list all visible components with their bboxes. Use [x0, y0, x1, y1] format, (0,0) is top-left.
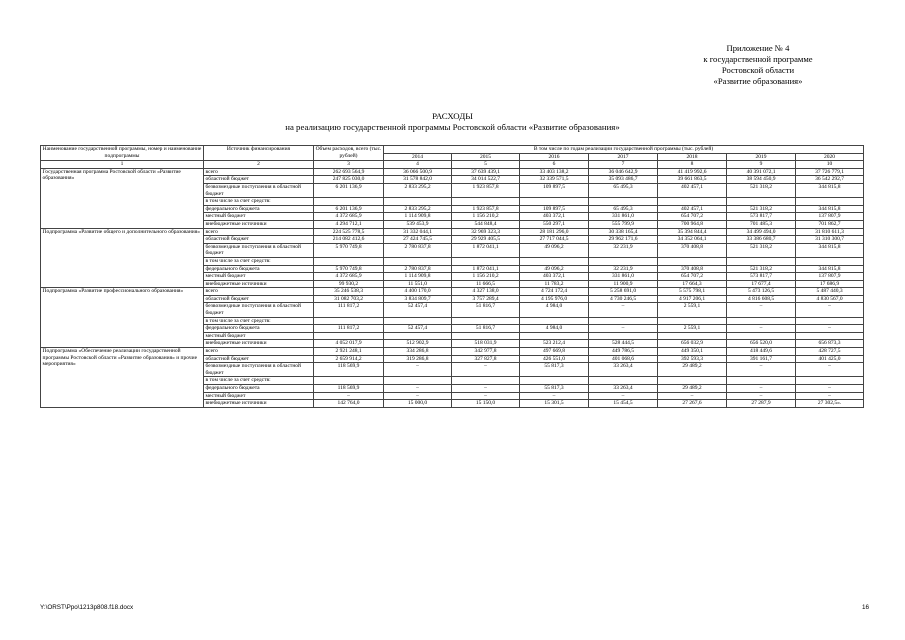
year-value-cell: 15 454,5	[589, 400, 658, 408]
year-value-cell: 544 848,4	[452, 220, 520, 228]
year-value-cell: 4 400 170,0	[384, 288, 452, 296]
header-name-cell: Наименование государственной программы, номер и наименование подпрограммы	[41, 146, 204, 161]
year-value-cell	[658, 332, 727, 340]
year-value-cell: 27 302,5».	[796, 400, 864, 408]
funding-source-cell: внебюджетные источники	[204, 340, 314, 348]
header-source-cell: Источник финансирования	[204, 146, 314, 161]
funding-source-cell: федерального бюджета	[204, 385, 314, 393]
year-value-cell: –	[658, 392, 727, 400]
year-value-cell: 33 403 138,2	[520, 168, 589, 176]
header-column-number-cell: 7	[589, 161, 658, 169]
total-value-cell: 111 817,2	[314, 303, 384, 317]
year-value-cell	[589, 332, 658, 340]
table-row	[41, 288, 864, 296]
year-value-cell: 55 817,3	[520, 363, 589, 377]
total-value-cell	[314, 257, 384, 265]
header-column-number-cell: 4	[384, 161, 452, 169]
year-value-cell: 344 815,8	[796, 205, 864, 213]
year-value-cell	[589, 377, 658, 385]
year-value-cell: 331 861,0	[589, 213, 658, 221]
appendix-line: «Развитие образования»	[713, 76, 803, 86]
year-value-cell: 497 669,8	[520, 348, 589, 356]
header-column-number-cell: 1	[41, 161, 204, 169]
year-value-cell: –	[589, 303, 658, 317]
year-value-cell: 521 318,2	[727, 243, 796, 257]
year-value-cell: 33 263,4	[589, 385, 658, 393]
funding-source-cell: всего	[204, 228, 314, 236]
total-value-cell: 5 970 749,8	[314, 243, 384, 257]
year-value-cell: –	[796, 385, 864, 393]
year-value-cell: 109 897,5	[520, 183, 589, 197]
year-value-cell: 37 639 439,1	[452, 168, 520, 176]
year-value-cell: 31 310 300,7	[796, 236, 864, 244]
year-value-cell: 11 666,5	[452, 280, 520, 288]
header-column-number-cell: 10	[796, 161, 864, 169]
year-value-cell: 331 861,0	[589, 273, 658, 281]
funding-source-cell: в том числе за счет средств:	[204, 257, 314, 265]
funding-source-cell: местный бюджет	[204, 392, 314, 400]
year-value-cell: 49 096,2	[520, 243, 589, 257]
year-value-cell	[796, 332, 864, 340]
total-value-cell: 118 569,9	[314, 385, 384, 393]
year-value-cell: 402 457,1	[658, 205, 727, 213]
year-value-cell	[658, 377, 727, 385]
year-value-cell	[452, 332, 520, 340]
funding-source-cell: в том числе за счет средств:	[204, 317, 314, 325]
total-value-cell: 5 970 749,8	[314, 265, 384, 273]
header-column-number-cell: 6	[520, 161, 589, 169]
funding-source-cell: в том числе за счет средств:	[204, 198, 314, 206]
year-value-cell: –	[589, 325, 658, 333]
year-value-cell: 1 114 909,8	[384, 273, 452, 281]
funding-source-cell: внебюджетные источники	[204, 220, 314, 228]
funding-source-cell: федерального бюджета	[204, 205, 314, 213]
year-value-cell: 30 338 165,4	[589, 228, 658, 236]
table-row	[41, 168, 864, 176]
year-value-cell: 1 156 210,2	[452, 273, 520, 281]
year-value-cell	[727, 317, 796, 325]
year-value-cell: 33 263,4	[589, 363, 658, 377]
year-value-cell: –	[384, 392, 452, 400]
funding-source-cell: областной бюджет	[204, 176, 314, 184]
year-value-cell: 1 923 857,8	[452, 183, 520, 197]
year-value-cell: –	[796, 325, 864, 333]
year-value-cell: 700 964,8	[658, 220, 727, 228]
year-value-cell: 573 817,7	[727, 273, 796, 281]
year-value-cell: 1 872 041,1	[452, 243, 520, 257]
year-value-cell: 4 195 976,0	[520, 295, 589, 303]
year-value-cell	[589, 198, 658, 206]
year-value-cell: –	[796, 363, 864, 377]
year-value-cell	[520, 257, 589, 265]
total-value-cell: 6 201 136,9	[314, 205, 384, 213]
year-value-cell	[589, 257, 658, 265]
year-value-cell: 15 000,0	[384, 400, 452, 408]
year-value-cell: 654 707,2	[658, 273, 727, 281]
year-value-cell: 555 799,9	[589, 220, 658, 228]
funding-source-cell: всего	[204, 168, 314, 176]
year-value-cell	[452, 317, 520, 325]
header-year-cell: 2019	[727, 153, 796, 161]
budget-table	[40, 145, 864, 408]
year-value-cell: 137 807,9	[796, 213, 864, 221]
header-year-cell: 2016	[520, 153, 589, 161]
year-value-cell: 17 686,9	[796, 280, 864, 288]
total-value-cell: 4 052 017,9	[314, 340, 384, 348]
document-title	[0, 111, 905, 133]
year-value-cell: 391 161,7	[727, 355, 796, 363]
total-value-cell: 224 525 778,5	[314, 228, 384, 236]
funding-source-cell: безвозмездные поступления в областной бюджет	[204, 303, 314, 317]
year-value-cell: 518 031,9	[452, 340, 520, 348]
year-value-cell: 15 150,0	[452, 400, 520, 408]
year-value-cell: 11 783,2	[520, 280, 589, 288]
year-value-cell: 1 156 210,2	[452, 213, 520, 221]
year-value-cell	[452, 377, 520, 385]
year-value-cell	[796, 317, 864, 325]
header-column-number-cell: 9	[727, 161, 796, 169]
year-value-cell: 32 231,9	[589, 265, 658, 273]
year-value-cell: 656 873,3	[796, 340, 864, 348]
year-value-cell	[384, 257, 452, 265]
year-value-cell	[384, 198, 452, 206]
year-value-cell: 32 339 571,5	[520, 176, 589, 184]
header-year-cell: 2015	[452, 153, 520, 161]
year-value-cell: 5 473 126,5	[727, 288, 796, 296]
year-value-cell: 403 372,1	[520, 273, 589, 281]
year-value-cell: 55 817,3	[520, 385, 589, 393]
appendix-line: к государственной программе	[703, 54, 813, 64]
header-year-cell: 2014	[384, 153, 452, 161]
year-value-cell: 65 495,3	[589, 183, 658, 197]
year-value-cell: –	[727, 392, 796, 400]
funding-source-cell: областной бюджет	[204, 236, 314, 244]
year-value-cell	[658, 257, 727, 265]
year-value-cell: 449 350,1	[658, 348, 727, 356]
year-value-cell: –	[384, 385, 452, 393]
year-value-cell: 31 332 044,1	[384, 228, 452, 236]
funding-source-cell: местный бюджет	[204, 273, 314, 281]
year-value-cell: 52 457,4	[384, 325, 452, 333]
year-value-cell: 2 559,1	[658, 325, 727, 333]
year-value-cell: 15 301,5	[520, 400, 589, 408]
year-value-cell: 402 457,1	[658, 183, 727, 197]
header-column-number-cell: 8	[658, 161, 727, 169]
funding-source-cell: федерального бюджета	[204, 325, 314, 333]
total-value-cell	[314, 332, 384, 340]
program-name-cell: Государственная программа Ростовской области «Развитие образования»	[41, 168, 204, 228]
funding-source-cell: всего	[204, 348, 314, 356]
year-value-cell: 449 786,5	[589, 348, 658, 356]
year-value-cell: 701 862,7	[796, 220, 864, 228]
year-value-cell: 573 817,7	[727, 213, 796, 221]
header-row	[41, 146, 864, 154]
year-value-cell	[384, 317, 452, 325]
funding-source-cell: местный бюджет	[204, 213, 314, 221]
year-value-cell: 370 408,8	[658, 265, 727, 273]
year-value-cell: –	[796, 303, 864, 317]
year-value-cell: 34 499 494,0	[727, 228, 796, 236]
year-value-cell	[727, 332, 796, 340]
year-value-cell: 1 923 857,8	[452, 205, 520, 213]
year-value-cell: –	[727, 385, 796, 393]
appendix-line: Ростовской области	[721, 65, 795, 75]
year-value-cell: 5 487 440,3	[796, 288, 864, 296]
year-value-cell: 2 833 295,2	[384, 183, 452, 197]
year-value-cell: 36 542 292,7	[796, 176, 864, 184]
year-value-cell: 38 594 450,9	[727, 176, 796, 184]
year-value-cell: 41 419 992,6	[658, 168, 727, 176]
total-value-cell: 2 659 914,2	[314, 355, 384, 363]
appendix-block	[673, 43, 843, 87]
year-value-cell: 11 900,9	[589, 280, 658, 288]
year-value-cell	[658, 317, 727, 325]
year-value-cell: 2 780 837,8	[384, 243, 452, 257]
year-value-cell: 370 408,8	[658, 243, 727, 257]
year-value-cell: 34 014 522,7	[452, 176, 520, 184]
total-value-cell: 118 569,9	[314, 363, 384, 377]
year-value-cell: 5 575 798,1	[658, 288, 727, 296]
title-subheading: на реализацию государственной программы Ростовской области «Развитие образования»	[285, 122, 620, 132]
year-value-cell: 4 984,0	[520, 303, 589, 317]
total-value-cell: 111 817,2	[314, 325, 384, 333]
total-value-cell: 214 082 412,6	[314, 236, 384, 244]
total-value-cell: 142 764,0	[314, 400, 384, 408]
year-value-cell: 51 816,7	[452, 325, 520, 333]
header-total-cell: Объем расходов, всего (тыс. рублей)	[314, 146, 384, 161]
footer-page-number: 16	[861, 604, 869, 611]
title-heading: РАСХОДЫ	[432, 111, 473, 121]
year-value-cell: 521 318,2	[727, 183, 796, 197]
year-value-cell: 27 424 745,5	[384, 236, 452, 244]
total-value-cell: 31 082 703,2	[314, 295, 384, 303]
year-value-cell: 344 815,8	[796, 183, 864, 197]
year-value-cell: –	[727, 363, 796, 377]
program-name-cell: Подпрограмма «Развитие профессионального образования»	[41, 288, 204, 348]
total-value-cell: –	[314, 392, 384, 400]
year-value-cell	[520, 332, 589, 340]
year-value-cell: 2 833 295,2	[384, 205, 452, 213]
appendix-line: Приложение № 4	[726, 43, 790, 53]
year-value-cell: –	[452, 385, 520, 393]
total-value-cell: 6 201 136,9	[314, 183, 384, 197]
year-value-cell: 5 258 691,0	[589, 288, 658, 296]
year-value-cell: 33 386 680,7	[727, 236, 796, 244]
year-value-cell	[796, 377, 864, 385]
year-value-cell: 654 707,2	[658, 213, 727, 221]
year-value-cell	[796, 257, 864, 265]
funding-source-cell: внебюджетные источники	[204, 280, 314, 288]
year-value-cell: 17 664,3	[658, 280, 727, 288]
year-value-cell: –	[727, 303, 796, 317]
year-value-cell: –	[589, 392, 658, 400]
year-value-cell	[452, 198, 520, 206]
year-value-cell: 521 318,2	[727, 265, 796, 273]
year-value-cell: –	[452, 392, 520, 400]
year-value-cell: 34 352 064,1	[658, 236, 727, 244]
year-value-cell: 327 827,8	[452, 355, 520, 363]
total-value-cell: 4 372 685,9	[314, 213, 384, 221]
year-value-cell: 656 520,0	[727, 340, 796, 348]
funding-source-cell: всего	[204, 288, 314, 296]
year-value-cell: 32 969 323,3	[452, 228, 520, 236]
year-value-cell: 4 917 206,1	[658, 295, 727, 303]
funding-source-cell: безвозмездные поступления в областной бюджет	[204, 183, 314, 197]
year-value-cell: 401 425,0	[796, 355, 864, 363]
year-value-cell: 31 810 611,3	[796, 228, 864, 236]
year-value-cell: 428 727,5	[796, 348, 864, 356]
header-year-cell: 2018	[658, 153, 727, 161]
year-value-cell: 539 453,9	[384, 220, 452, 228]
total-value-cell: 99 930,2	[314, 280, 384, 288]
table-row	[41, 348, 864, 356]
year-value-cell: 28 181 296,0	[520, 228, 589, 236]
total-value-cell: 35 246 538,3	[314, 288, 384, 296]
year-value-cell: 403 372,1	[520, 213, 589, 221]
year-value-cell	[658, 198, 727, 206]
year-value-cell	[727, 377, 796, 385]
year-value-cell: –	[727, 325, 796, 333]
year-value-cell: 4 830 567,0	[796, 295, 864, 303]
year-value-cell: 36 066 500,9	[384, 168, 452, 176]
year-value-cell: 36 046 642,9	[589, 168, 658, 176]
year-value-cell: 52 457,4	[384, 303, 452, 317]
header-column-number-cell: 3	[314, 161, 384, 169]
year-value-cell: 40 391 072,1	[727, 168, 796, 176]
total-value-cell: 262 693 564,9	[314, 168, 384, 176]
funding-source-cell: в том числе за счет средств:	[204, 377, 314, 385]
funding-source-cell: местный бюджет	[204, 332, 314, 340]
year-value-cell	[520, 317, 589, 325]
year-value-cell: 27 287,9	[727, 400, 796, 408]
year-value-cell: 2 780 837,8	[384, 265, 452, 273]
year-value-cell: –	[796, 392, 864, 400]
year-value-cell: 11 551,0	[384, 280, 452, 288]
year-value-cell: 4 730 246,5	[589, 295, 658, 303]
year-value-cell: 1 114 909,8	[384, 213, 452, 221]
header-numbers-row	[41, 161, 864, 169]
year-value-cell: 35 093 486,7	[589, 176, 658, 184]
header-column-number-cell: 2	[204, 161, 314, 169]
year-value-cell: 49 096,2	[520, 265, 589, 273]
year-value-cell: 4 816 608,5	[727, 295, 796, 303]
year-value-cell: 27 267,6	[658, 400, 727, 408]
year-value-cell: 401 068,6	[589, 355, 658, 363]
program-name-cell: Подпрограмма «Развитие общего и дополнительного образования»	[41, 228, 204, 288]
year-value-cell: 29 962 171,6	[589, 236, 658, 244]
year-value-cell: –	[384, 363, 452, 377]
year-value-cell: 4 327 138,0	[452, 288, 520, 296]
year-value-cell: 1 872 041,1	[452, 265, 520, 273]
year-value-cell: 109 897,5	[520, 205, 589, 213]
year-value-cell: 35 394 844,4	[658, 228, 727, 236]
funding-source-cell: внебюджетные источники	[204, 400, 314, 408]
year-value-cell: 27 717 044,5	[520, 236, 589, 244]
year-value-cell: 17 677,4	[727, 280, 796, 288]
year-value-cell: 528 444,5	[589, 340, 658, 348]
year-value-cell: 51 816,7	[452, 303, 520, 317]
year-value-cell: 65 495,3	[589, 205, 658, 213]
total-value-cell: 4 372 685,9	[314, 273, 384, 281]
year-value-cell	[452, 257, 520, 265]
year-value-cell: 3 834 809,7	[384, 295, 452, 303]
year-value-cell: 656 032,9	[658, 340, 727, 348]
header-year-cell: 2017	[589, 153, 658, 161]
year-value-cell: 39 661 863,5	[658, 176, 727, 184]
header-year-cell: 2020	[796, 153, 864, 161]
year-value-cell: 37 726 779,1	[796, 168, 864, 176]
program-name-cell: Подпрограмма «Обеспечение реализации государственной программы Ростовской области «Развитие образования» и прочие мероприятия»	[41, 348, 204, 408]
year-value-cell	[520, 198, 589, 206]
year-value-cell: 334 286,8	[384, 348, 452, 356]
year-value-cell: 2 559,1	[658, 303, 727, 317]
total-value-cell	[314, 317, 384, 325]
funding-source-cell: безвозмездные поступления в областной бюджет	[204, 243, 314, 257]
year-value-cell	[384, 377, 452, 385]
year-value-cell: 4 724 172,4	[520, 288, 589, 296]
year-value-cell: 32 231,9	[589, 243, 658, 257]
year-value-cell: 418 449,6	[727, 348, 796, 356]
year-value-cell: 29 489,2	[658, 363, 727, 377]
funding-source-cell: безвозмездные поступления в областной бюджет	[204, 363, 314, 377]
total-value-cell: 247 825 030,0	[314, 176, 384, 184]
year-value-cell: 521 318,2	[727, 205, 796, 213]
total-value-cell	[314, 377, 384, 385]
year-value-cell	[589, 317, 658, 325]
year-value-cell	[520, 377, 589, 385]
year-value-cell: 344 815,8	[796, 265, 864, 273]
total-value-cell: 2 921 248,1	[314, 348, 384, 356]
year-value-cell: 4 984,0	[520, 325, 589, 333]
table-row	[41, 228, 864, 236]
year-value-cell	[727, 257, 796, 265]
year-value-cell: 137 807,9	[796, 273, 864, 281]
year-value-cell: 3 757 289,4	[452, 295, 520, 303]
year-value-cell: –	[452, 363, 520, 377]
year-value-cell: 319 286,8	[384, 355, 452, 363]
year-value-cell: 342 977,8	[452, 348, 520, 356]
year-value-cell: 550 297,1	[520, 220, 589, 228]
year-value-cell: 701 485,3	[727, 220, 796, 228]
header-column-number-cell: 5	[452, 161, 520, 169]
year-value-cell	[727, 198, 796, 206]
funding-source-cell: областной бюджет	[204, 295, 314, 303]
year-value-cell: –	[520, 392, 589, 400]
total-value-cell	[314, 198, 384, 206]
header-years-group-cell: В том числе по годам реализации государственной программы (тыс. рублей)	[384, 146, 864, 154]
year-value-cell	[384, 332, 452, 340]
year-value-cell: 29 489,2	[658, 385, 727, 393]
funding-source-cell: федерального бюджета	[204, 265, 314, 273]
year-value-cell: 512 902,9	[384, 340, 452, 348]
total-value-cell: 4 294 712,1	[314, 220, 384, 228]
year-value-cell: 392 593,3	[658, 355, 727, 363]
footer-file-path: Y:\ORST\Ppo\1213p808.f18.docx	[40, 604, 134, 611]
year-value-cell: 523 212,4	[520, 340, 589, 348]
year-value-cell: 29 929 405,5	[452, 236, 520, 244]
year-value-cell: 344 815,8	[796, 243, 864, 257]
year-value-cell	[796, 198, 864, 206]
year-value-cell: 31 578 842,0	[384, 176, 452, 184]
year-value-cell: 426 551,0	[520, 355, 589, 363]
funding-source-cell: областной бюджет	[204, 355, 314, 363]
